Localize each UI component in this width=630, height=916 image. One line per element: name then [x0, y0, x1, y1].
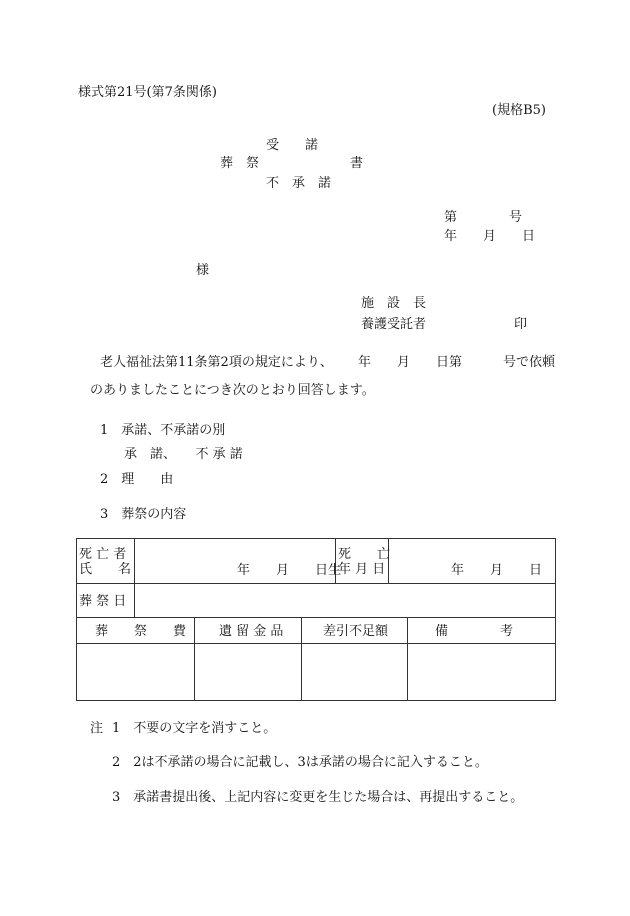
document-date: 年 月 日	[444, 229, 536, 244]
table-row-divider	[77, 643, 555, 644]
document-number: 第 号	[444, 210, 523, 225]
table-col-divider	[301, 617, 302, 700]
col-header-remarks: 備 考	[435, 624, 514, 639]
title-option-reject: 不 承 諾	[266, 176, 332, 191]
notes-prefix: 注	[90, 721, 104, 736]
table-col-divider	[194, 617, 195, 700]
funeral-details-table	[76, 538, 556, 701]
col-header-remaining-property: 遺 留 金 品	[219, 624, 284, 639]
seal-mark: 印	[514, 317, 528, 332]
deceased-name-label-2: 氏 名	[79, 562, 132, 577]
note-2: 2 2は不承諾の場合に記載し、3は承諾の場合に記入すること。	[112, 755, 488, 770]
body-line-2: のありましたことにつき次のとおり回答します。	[90, 383, 375, 398]
item-1-options: 承 諾、 不 承 諾	[124, 447, 243, 462]
body-request-date: 年 月 日第	[358, 355, 463, 370]
birth-date: 年 月 日生	[237, 563, 342, 578]
col-header-shortfall: 差引不足額	[323, 624, 389, 639]
title-suffix: 書	[350, 156, 364, 171]
title-main: 葬 祭	[220, 156, 260, 171]
col-header-funeral-cost: 葬 祭 費	[95, 624, 187, 639]
note-3: 3 承諾書提出後、上記内容に変更を生じた場合は、再提出すること。	[112, 790, 524, 805]
table-row-divider	[77, 617, 555, 618]
funeral-date-label: 葬 祭 日	[79, 594, 127, 609]
issuer-title-facility-head: 施 設 長	[361, 296, 427, 311]
death-date-label-2: 年 月 日	[338, 562, 386, 577]
addressee-suffix: 様	[196, 263, 210, 278]
item-3-label: 3 葬祭の内容	[100, 507, 187, 522]
death-date-label: 死 亡	[338, 547, 391, 562]
body-line-1: 老人福祉法第11条第2項の規定により、	[100, 355, 333, 370]
death-date: 年 月 日	[451, 563, 543, 578]
item-2-label: 2 理 由	[100, 472, 174, 487]
paper-size-label: (規格B5)	[492, 103, 546, 118]
item-1-label: 1 承諾、不承諾の別	[100, 423, 226, 438]
table-row-divider	[77, 583, 555, 584]
deceased-name-label: 死 亡 者	[79, 547, 127, 562]
title-option-accept: 受 諾	[266, 138, 319, 153]
table-col-divider	[134, 539, 135, 617]
body-line-1-end: 号で依頼	[503, 355, 556, 370]
form-number: 様式第21号(第7条関係)	[78, 85, 217, 100]
note-1: 1 不要の文字を消すこと。	[112, 721, 277, 736]
issuer-title-care-trustee: 養護受託者	[361, 317, 427, 332]
table-col-divider	[407, 617, 408, 700]
